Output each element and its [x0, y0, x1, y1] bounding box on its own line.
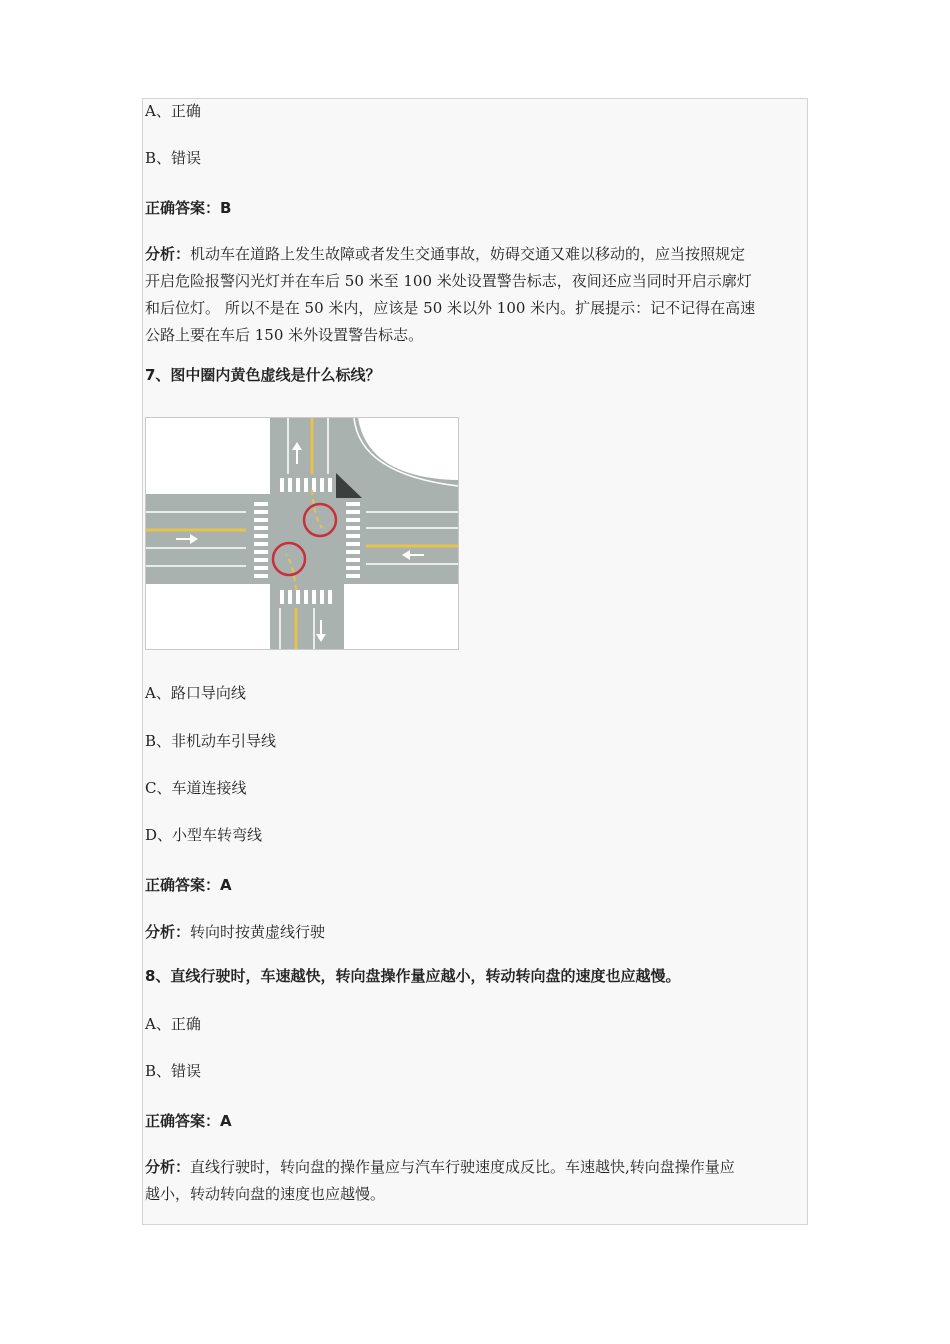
analysis-label: 分析： — [145, 923, 191, 941]
intersection-diagram — [146, 418, 458, 649]
q8-answer — [145, 1111, 232, 1131]
q7-option-c[interactable]: C、车道连接线 — [145, 779, 247, 797]
q7-question: 7、图中圈内黄色虚线是什么标线？ — [145, 366, 381, 384]
answer-label: 正确答案： — [145, 199, 221, 217]
intersection-figure — [145, 417, 459, 650]
q8-question: 8、直线行驶时，车速越快，转向盘操作量应越小，转动转向盘的速度也应越慢。 — [145, 967, 681, 985]
q6-analysis — [145, 241, 813, 349]
q6-option-b[interactable]: B、错误 — [145, 149, 202, 167]
analysis-line: 分析：机动车在道路上发生故障或者发生交通事故，妨碍交通又难以移动的，应当按照规定 — [145, 245, 746, 263]
q6-answer — [145, 198, 231, 218]
q7-answer — [145, 875, 232, 895]
answer-value: A — [220, 1112, 232, 1130]
analysis-line: 公路上要在车后 150 米外设置警告标志。 — [145, 326, 424, 344]
analysis-label: 分析： — [145, 245, 191, 263]
analysis-label: 分析： — [145, 1158, 191, 1176]
answer-value: A — [220, 876, 232, 894]
q7-option-d[interactable]: D、小型车转弯线 — [145, 826, 263, 844]
answer-label: 正确答案： — [145, 1112, 221, 1130]
analysis-line: 开启危险报警闪光灯并在车后 50 米至 100 米处设置警告标志，夜间还应当同时开启示廓灯 — [145, 272, 752, 290]
answer-value: B — [220, 199, 232, 217]
answer-label: 正确答案： — [145, 876, 221, 894]
analysis-line: 分析：直线行驶时，转向盘的操作量应与汽车行驶速度成反比。车速越快,转向盘操作量应 — [145, 1158, 735, 1176]
q8-analysis — [145, 1154, 813, 1208]
analysis-line: 和后位灯。 所以不是在 50 米内，应该是 50 米以外 100 米内。扩展提示：记不记得在高速 — [145, 299, 756, 317]
q8-option-a[interactable]: A、正确 — [145, 1015, 201, 1033]
q6-option-a[interactable]: A、正确 — [145, 102, 201, 120]
q7-analysis — [145, 922, 325, 942]
q7-option-b[interactable]: B、非机动车引导线 — [145, 732, 277, 750]
q8-option-b[interactable]: B、错误 — [145, 1062, 202, 1080]
analysis-line: 越小，转动转向盘的速度也应越慢。 — [145, 1185, 386, 1203]
analysis-text: 转向时按黄虚线行驶 — [190, 923, 326, 941]
q7-option-a[interactable]: A、路口导向线 — [145, 684, 246, 702]
